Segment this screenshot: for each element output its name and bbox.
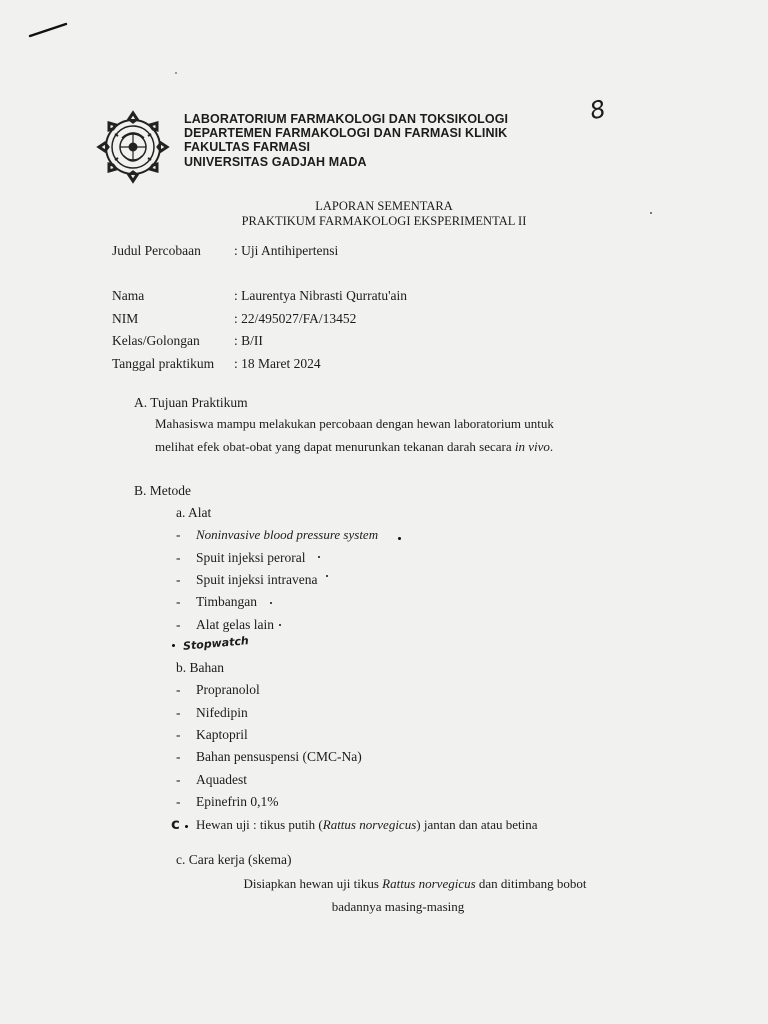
bahan-heading: b. Bahan [176,660,224,675]
list-dash: - [176,550,181,565]
list-dash: - [176,749,181,764]
university-seal-logo [96,110,170,184]
pen-mark [318,556,320,558]
list-dash: - [176,617,181,632]
list-dash: - [176,794,181,809]
bahan-item: Kaptopril [196,727,248,742]
section-a-text-line2: melihat efek obat-obat yang dapat menurunkan tekanan darah secara in vivo. [155,439,554,454]
pen-stroke [26,18,70,40]
pen-mark [398,537,401,540]
field-value-kelas: : B/II [234,333,263,348]
field-value-tanggal: : 18 Maret 2024 [234,356,321,371]
list-dash: - [176,727,181,742]
bullet [185,825,188,828]
field-label-kelas: Kelas/Golongan [112,333,200,348]
list-dash: - [176,572,181,587]
handwritten-page-mark: 8 [587,94,609,126]
bahan-item: Bahan pensuspensi (CMC-Na) [196,749,362,764]
list-dash: - [176,705,181,720]
field-label-nim: NIM [112,311,139,326]
alat-item: Spuit injeksi peroral [196,550,306,565]
section-b-heading: B. Metode [134,483,191,498]
bahan-item: Propranolol [196,682,260,697]
field-label-tanggal: Tanggal praktikum [112,356,215,371]
faculty-name: FAKULTAS FARMASI [184,140,311,154]
list-dash: - [176,527,181,542]
field-value-nama: : Laurentya Nibrasti Qurratu'ain [234,288,407,303]
handwritten-alat-stopwatch: Stopwatch [182,634,250,653]
field-label-nama: Nama [112,288,145,303]
alat-item: Noninvasive blood pressure system [196,527,379,542]
pen-mark [270,602,272,604]
handwritten-letter-c: c [171,815,180,833]
department-name: DEPARTEMEN FARMAKOLOGI DAN FARMASI KLINIK [184,126,508,140]
alat-item: Alat gelas lain [196,617,274,632]
report-title: LAPORAN SEMENTARA [315,199,453,213]
pen-mark [279,624,281,626]
list-dash: - [176,594,181,609]
bahan-item: Nifedipin [196,705,248,720]
list-dash: - [176,682,181,697]
bahan-item: Epinefrin 0,1% [196,794,279,809]
alat-heading: a. Alat [176,505,212,520]
field-value-nim: : 22/495027/FA/13452 [234,311,357,326]
section-a-heading: A. Tujuan Praktikum [134,395,248,410]
field-value-judul: : Uji Antihipertensi [234,243,339,258]
field-label-judul: Judul Percobaan [112,243,201,258]
university-name: UNIVERSITAS GADJAH MADA [184,155,367,169]
section-a-text-line1: Mahasiswa mampu melakukan percobaan dengan hewan laboratorium untuk [155,416,554,431]
alat-item: Timbangan [196,594,258,609]
speck [175,72,177,74]
hewan-uji: Hewan uji : tikus putih (Rattus norvegicus) jantan dan atau betina [196,817,538,832]
cara-kerja-heading: c. Cara kerja (skema) [176,852,292,867]
pen-mark [172,644,175,647]
alat-item: Spuit injeksi intravena [196,572,318,587]
bahan-item: Aquadest [196,772,247,787]
cara-kerja-step1-line1: Disiapkan hewan uji tikus Rattus norvegicus dan ditimbang bobot [243,876,587,891]
lab-name: LABORATORIUM FARMAKOLOGI DAN TOKSIKOLOGI [184,112,509,126]
report-subtitle: PRAKTIKUM FARMAKOLOGI EKSPERIMENTAL II [241,214,527,228]
pen-mark [326,575,328,577]
cara-kerja-step1-line2: badannya masing-masing [331,899,465,914]
list-dash: - [176,772,181,787]
